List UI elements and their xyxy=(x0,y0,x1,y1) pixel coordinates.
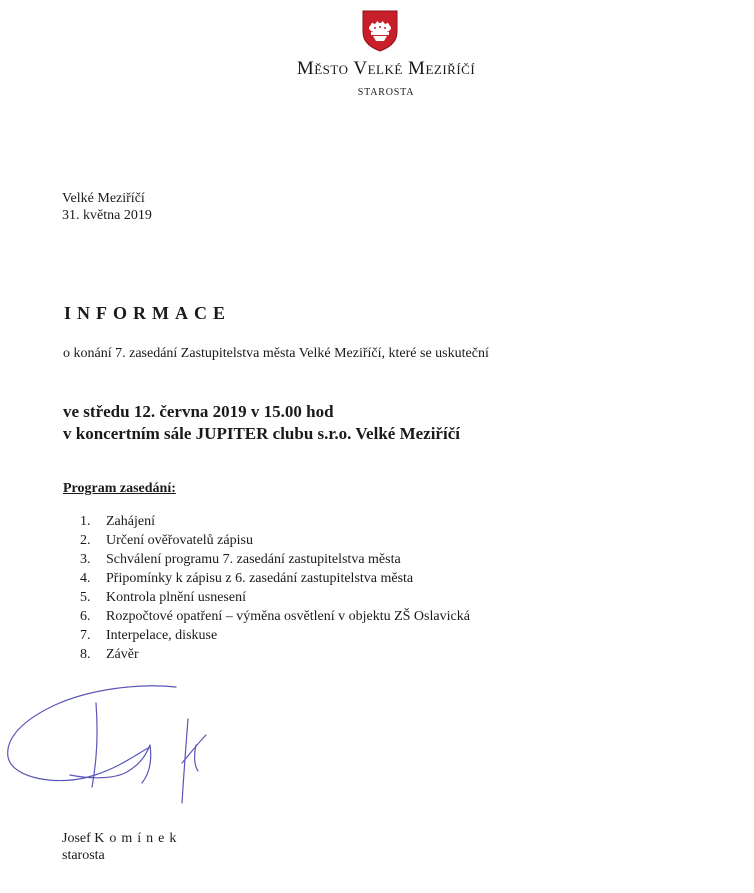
signer-block xyxy=(62,830,181,864)
agenda-item: 6. Rozpočtové opatření – výměna osvětlení v objektu ZŠ Oslavická xyxy=(80,609,470,624)
meeting-date-time: ve středu 12. června 2019 v 15.00 hod xyxy=(63,402,334,421)
signer-first-name: Josef xyxy=(62,831,91,846)
intro-text: o konání 7. zasedání Zastupitelstva města Velké Meziříčí, které se uskuteční xyxy=(63,346,489,361)
program-title: Program zasedání: xyxy=(63,481,176,496)
place-date-block xyxy=(62,190,152,224)
agenda-item: 4. Připomínky k zápisu z 6. zasedání zastupitelstva města xyxy=(80,571,414,586)
city-coat-of-arms-icon xyxy=(360,8,400,52)
agenda-item: 1. Zahájení xyxy=(80,514,155,529)
agenda-item: 3. Schválení programu 7. zasedání zastupitelstva města xyxy=(80,552,401,567)
org-name: Město Velké Meziříčí xyxy=(296,58,476,79)
meeting-when-where xyxy=(63,401,460,445)
place: Velké Meziříčí xyxy=(62,191,145,206)
agenda-list xyxy=(80,512,470,664)
signer-name xyxy=(62,830,181,847)
signer-role: starosta xyxy=(62,848,105,863)
agenda-item: 5. Kontrola plnění usnesení xyxy=(80,590,246,605)
agenda-item: 2. Určení ověřovatelů zápisu xyxy=(80,533,253,548)
document-heading: INFORMACE xyxy=(64,303,231,323)
agenda-item: 8. Závěr xyxy=(80,647,139,662)
agenda-item: 7. Interpelace, diskuse xyxy=(80,628,218,643)
org-subtitle: STAROSTA xyxy=(357,87,415,98)
meeting-venue: v koncertním sále JUPITER clubu s.r.o. Velké Meziříčí xyxy=(63,424,460,443)
signer-last-name: Komínek xyxy=(94,831,182,846)
handwritten-signature xyxy=(0,675,230,825)
date: 31. května 2019 xyxy=(62,208,152,223)
